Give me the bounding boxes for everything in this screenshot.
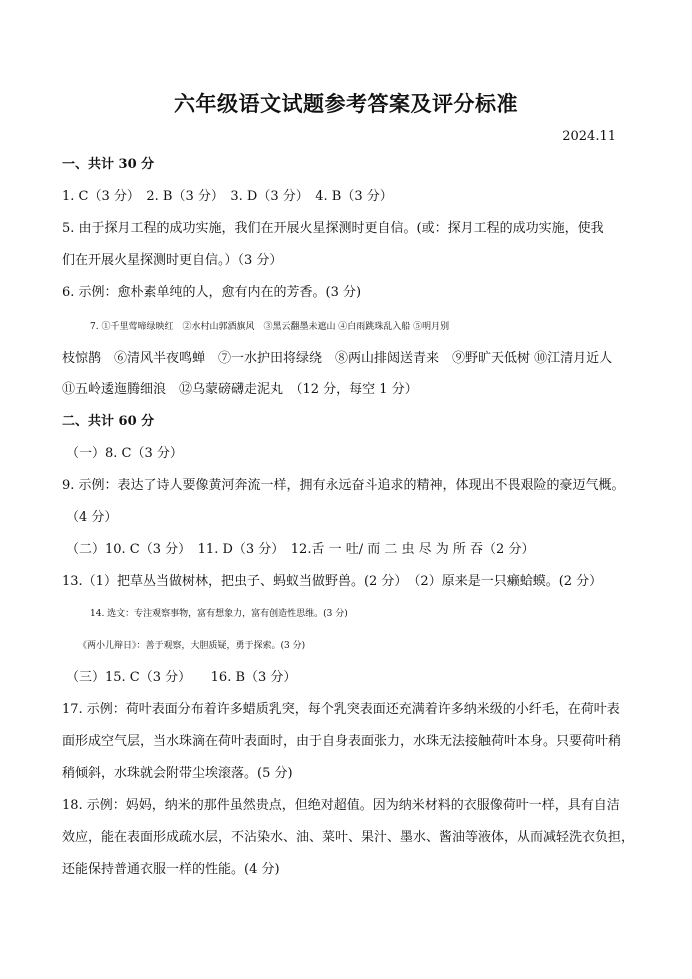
answer-line: （一）8. C（3 分） [66, 446, 183, 461]
answer-line: （三）15. C（3 分） 16. B（3 分） [66, 670, 297, 685]
section-heading-1: 一、共计 30 分 [62, 157, 155, 172]
answer-line: 14. 选文：专注观察事物，富有想象力，富有创造性思维。(3 分) [90, 609, 348, 619]
answer-line: （4 分） [66, 510, 118, 525]
answer-line: 1. C（3 分） 2. B（3 分） 3. D（3 分） 4. B（3 分） [62, 189, 393, 204]
answer-line: 18. 示例：妈妈，纳米的那件虽然贵点，但绝对超值。因为纳米材料的衣服像荷叶一样，具有自洁 [62, 798, 620, 813]
answer-line: 6. 示例：愈朴素单纯的人，愈有内在的芳香。(3 分) [62, 285, 362, 300]
page-title: 六年级语文试题参考答案及评分标准 [174, 91, 518, 116]
answer-line: 5. 由于探月工程的成功实施，我们在开展火星探测时更自信。(或：探月工程的成功实施，使我 [62, 221, 604, 236]
answer-line: ⑪五岭逶迤腾细浪 ⑫乌蒙磅礴走泥丸 （12 分，每空 1 分） [62, 382, 418, 397]
answer-line: 稍倾斜，水珠就会附带尘埃滚落。(5 分) [62, 766, 293, 781]
answer-line: 13.（1）把草丛当做树林，把虫子、蚂蚁当做野兽。(2 分） （2）原来是一只癞蛤蟆。(2 分） [62, 574, 603, 589]
answer-line: 们在开展火星探测时更自信。）（3 分） [62, 253, 283, 268]
answer-line: 还能保持普通衣服一样的性能。(4 分) [62, 862, 280, 877]
answer-line: 17. 示例：荷叶表面分布着许多蜡质乳突，每个乳突表面还充满着许多纳米级的小纤毛，在荷叶表 [62, 702, 620, 717]
answer-line: 枝惊鹊 ⑥清风半夜鸣蝉 ⑦一水护田将绿绕 ⑧两山排闼送青来 ⑨野旷天低树 ⑩江清月近人 [62, 351, 613, 366]
answer-line: 7. ①千里莺啼绿映红 ②水村山郭酒旗风 ③黑云翻墨未遮山 ④白雨跳珠乱入船 ⑤明月别 [90, 322, 450, 332]
answer-line: 效应，能在表面形成疏水层，不沾染水、油、菜叶、果汁、墨水、酱油等液体，从而减轻洗衣负担， [62, 830, 635, 845]
answer-line: 《两小儿辩日》：善于观察，大胆质疑，勇于探索。(3 分) [78, 641, 306, 651]
document-date: 2024.11 [562, 129, 616, 144]
answer-line: 9. 示例：表达了诗人要像黄河奔流一样，拥有永远奋斗追求的精神，体现出不畏艰险的豪迈气概。 [62, 478, 625, 493]
section-heading-2: 二、共计 60 分 [62, 414, 155, 429]
answer-line: 面形成空气层，当水珠滴在荷叶表面时，由于自身表面张力，水珠无法接触荷叶本身。只要荷叶稍 [62, 734, 622, 749]
answer-line: （二）10. C（3 分） 11. D（3 分） 12.舌 一 吐/ 而 二 虫 尽 为 所 吞（2 分） [66, 542, 535, 557]
